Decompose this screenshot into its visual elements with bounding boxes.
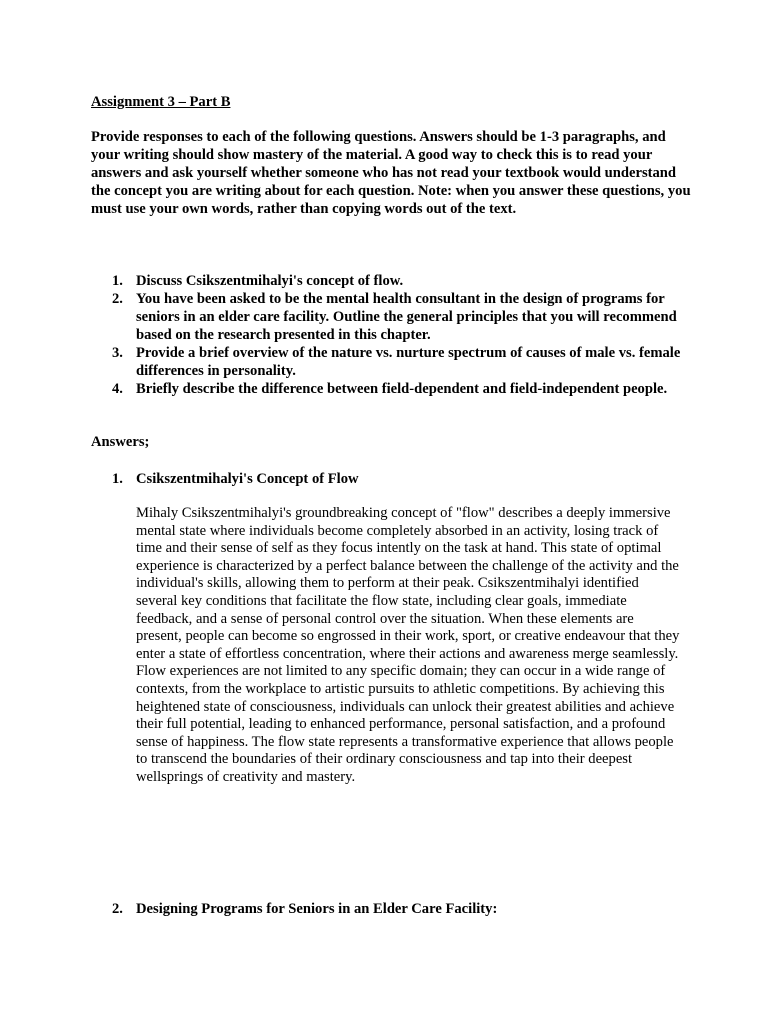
answer-heading-text: Designing Programs for Seniors in an Elder Care Facility: (136, 901, 498, 917)
question-text: Discuss Csikszentmihalyi's concept of flow. (136, 273, 404, 289)
question-number: 2. (112, 291, 123, 307)
question-item (91, 290, 681, 344)
question-number: 1. (112, 273, 123, 289)
question-text: Briefly describe the difference between field-dependent and field-independent people. (136, 381, 668, 397)
answer-number: 2. (112, 901, 123, 917)
question-text: Provide a brief overview of the nature vs. nurture spectrum of causes of male vs. female differences in personality. (136, 345, 681, 379)
answer-number: 1. (112, 471, 123, 487)
instructions-paragraph: Provide responses to each of the following questions. Answers should be 1-3 paragraphs, and your writing should show mastery of the material. A good way to check this is to read your answers and ask yourself whether someone who has not read your textbook would understand the concept you are writing about for each question. Note: when you answer these questions, you must use your own words, rather than copying words out of the text. (91, 129, 691, 217)
document-title: Assignment 3 – Part B (91, 94, 231, 110)
answer-heading (91, 470, 681, 488)
question-item (91, 344, 681, 380)
question-list (91, 272, 681, 398)
question-number: 3. (112, 345, 123, 361)
answer-body: Mihaly Csikszentmihalyi's groundbreaking concept of "flow" describes a deeply immersive mental state where individuals become completely absorbed in an activity, losing track of time and their sense of self as they focus intently on the task at hand. This state of optimal experience is characterized by a perfect balance between the challenge of the activity and the individual's skills, allowing them to perform at their peak. Csikszentmihalyi identified several key conditions that facilitate the flow state, including clear goals, immediate feedback, and a sense of personal control over the situation. When these elements are present, people can become so engrossed in their work, sport, or creative endeavour that they enter a state of effortless concentration, where their actions and awareness merge seamlessly. Flow experiences are not limited to any specific domain; they can occur in a wide range of contexts, from the workplace to artistic pursuits to athletic competitions. By achieving this heightened state of consciousness, individuals can unlock their greatest abilities and achieve their full potential, leading to enhanced performance, personal satisfaction, and a profound sense of happiness. The flow state represents a transformative experience that allows people to transcend the boundaries of their ordinary consciousness and tap into their deepest wellsprings of creativity and mastery. (136, 505, 680, 785)
answer-heading (91, 900, 681, 918)
question-item (91, 272, 681, 290)
answer-section (91, 900, 681, 918)
answer-section (91, 470, 681, 787)
question-text: You have been asked to be the mental health consultant in the design of programs for seniors in an elder care facility. Outline the general principles that you will recommend based on the research presented in this chapter. (136, 291, 677, 343)
answer-heading-text: Csikszentmihalyi's Concept of Flow (136, 471, 359, 487)
question-number: 4. (112, 381, 123, 397)
question-item (91, 380, 681, 398)
answers-label: Answers; (91, 434, 150, 450)
